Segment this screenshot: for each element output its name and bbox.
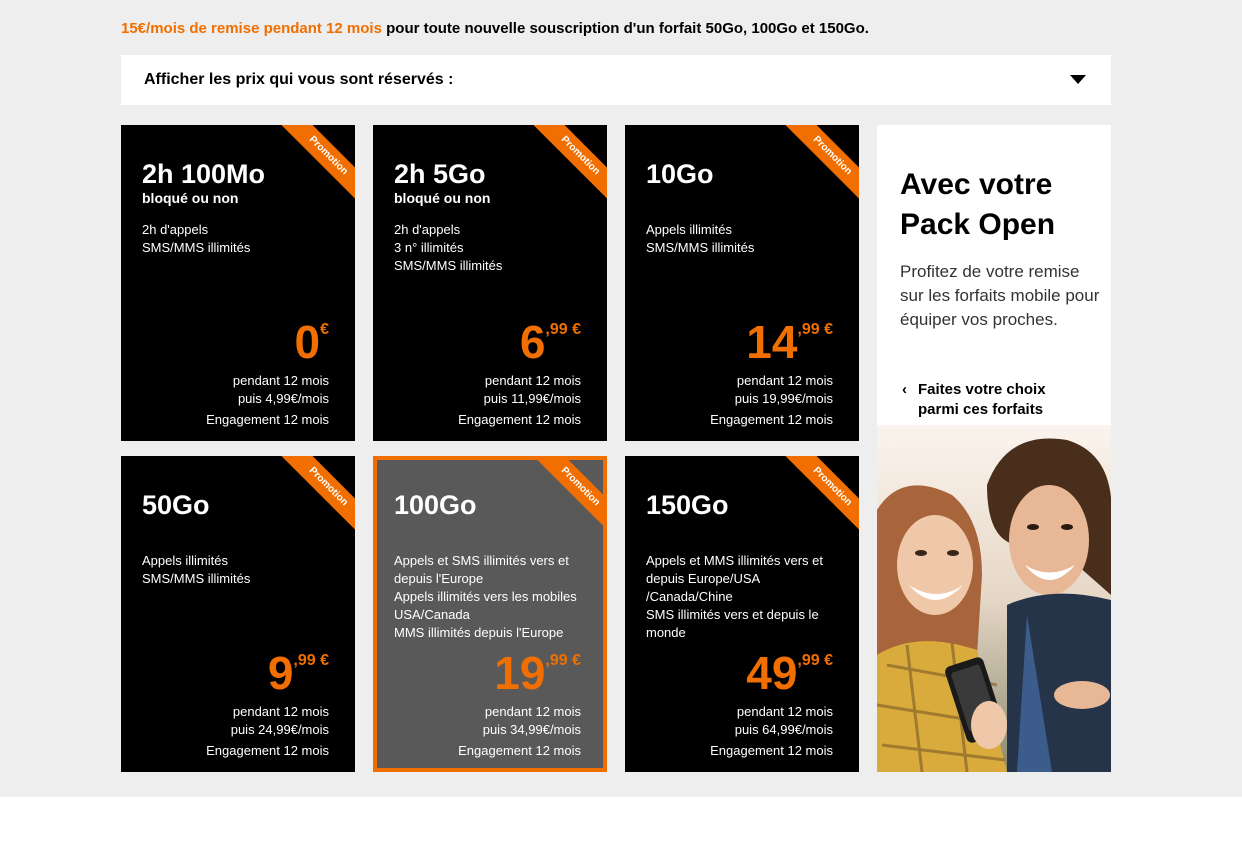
plan-commitment: Engagement 12 mois bbox=[206, 412, 329, 427]
plan-feature: SMS/MMS illimités bbox=[142, 571, 251, 586]
promo-duration: pendant 12 mois bbox=[736, 373, 833, 388]
price-after-promo: puis 11,99€/mois bbox=[483, 391, 581, 406]
promo-duration: pendant 12 mois bbox=[484, 373, 581, 388]
price-after-promo: puis 24,99€/mois bbox=[230, 722, 329, 737]
plan-commitment: Engagement 12 mois bbox=[710, 412, 833, 427]
price-after-promo: puis 19,99€/mois bbox=[734, 391, 833, 406]
price-decimal: ,99 € bbox=[797, 652, 833, 669]
plan-price bbox=[494, 647, 581, 699]
price-integer: 6 bbox=[519, 316, 546, 368]
choose-plan-link-label: Faites votre choix parmi ces forfaits bbox=[918, 381, 1046, 418]
plan-commitment: Engagement 12 mois bbox=[458, 743, 581, 758]
plan-card-100go[interactable] bbox=[373, 456, 607, 772]
plan-feature: 2h d'appels bbox=[142, 222, 209, 237]
promotion-ribbon: Promotion bbox=[530, 125, 607, 206]
chevron-left-icon: ‹ bbox=[902, 381, 907, 398]
plan-features bbox=[142, 552, 342, 588]
plan-feature: MMS illimités depuis l'Europe bbox=[394, 625, 564, 640]
pack-description: Profitez de votre remise sur les forfaits mobile pour équiper vos proches. bbox=[900, 262, 1100, 329]
price-decimal: ,99 € bbox=[545, 652, 581, 669]
plan-feature: Appels illimités bbox=[142, 553, 228, 568]
plan-card-50go[interactable] bbox=[121, 456, 355, 772]
plan-features bbox=[646, 221, 846, 257]
price-integer: 49 bbox=[746, 647, 798, 699]
price-integer: 19 bbox=[494, 647, 546, 699]
plan-price bbox=[746, 647, 833, 699]
plan-duration bbox=[233, 372, 329, 408]
price-selector-label: Afficher les prix qui vous sont réservés : bbox=[144, 71, 454, 88]
plan-feature: SMS/MMS illimités bbox=[394, 258, 503, 273]
plan-commitment: Engagement 12 mois bbox=[458, 412, 581, 427]
plan-feature: Appels et MMS illimités vers et depuis Europe/USA /Canada/Chine bbox=[646, 553, 823, 604]
promotion-ribbon: Promotion bbox=[782, 456, 859, 537]
plan-price bbox=[294, 316, 330, 368]
caret-down-icon bbox=[1070, 75, 1086, 84]
plan-card-2h-5go[interactable] bbox=[373, 125, 607, 441]
plan-feature: Appels illimités vers les mobiles USA/Canada bbox=[394, 589, 577, 622]
plan-features bbox=[394, 221, 594, 275]
price-decimal: ,99 € bbox=[293, 652, 329, 669]
plan-title: 150Go bbox=[646, 490, 729, 520]
plan-feature: 2h d'appels bbox=[394, 222, 461, 237]
plan-duration bbox=[735, 372, 833, 408]
plan-price bbox=[746, 316, 833, 368]
promo-highlight: 15€/mois de remise pendant 12 mois bbox=[121, 20, 382, 37]
plan-duration bbox=[484, 372, 581, 408]
price-selector-dropdown[interactable] bbox=[121, 55, 1111, 105]
plan-title: 100Go bbox=[394, 490, 477, 520]
promo-text: pour toute nouvelle souscription d'un forfait 50Go, 100Go et 150Go. bbox=[381, 20, 869, 37]
price-after-promo: puis 64,99€/mois bbox=[734, 722, 833, 737]
promo-duration: pendant 12 mois bbox=[232, 373, 329, 388]
plan-feature: SMS/MMS illimités bbox=[646, 240, 755, 255]
plan-subtitle: bloqué ou non bbox=[142, 190, 239, 206]
plan-title: 2h 5Go bbox=[394, 159, 486, 189]
plan-features bbox=[394, 552, 594, 642]
plan-card-2h-100mo[interactable] bbox=[121, 125, 355, 441]
plan-duration bbox=[735, 703, 833, 739]
price-integer: 14 bbox=[746, 316, 798, 368]
plan-feature: 3 n° illimités bbox=[394, 240, 464, 255]
promotion-ribbon: Promotion bbox=[278, 125, 355, 206]
promo-duration: pendant 12 mois bbox=[484, 704, 581, 719]
promo-duration: pendant 12 mois bbox=[736, 704, 833, 719]
plan-commitment: Engagement 12 mois bbox=[206, 743, 329, 758]
pack-photo bbox=[877, 425, 1111, 772]
plan-feature: Appels illimités bbox=[646, 222, 732, 237]
price-after-promo: puis 34,99€/mois bbox=[482, 722, 581, 737]
plan-feature: SMS illimités vers et depuis le monde bbox=[646, 607, 819, 640]
plan-features bbox=[142, 221, 342, 257]
promotion-ribbon: Promotion bbox=[278, 456, 355, 537]
promotion-ribbon: Promotion bbox=[782, 125, 859, 206]
promo-banner bbox=[121, 20, 869, 37]
promotion-ribbon: Promotion bbox=[530, 456, 607, 537]
pack-title: Avec votre Pack Open bbox=[900, 168, 1056, 241]
promo-duration: pendant 12 mois bbox=[232, 704, 329, 719]
plan-commitment: Engagement 12 mois bbox=[710, 743, 833, 758]
plan-title: 10Go bbox=[646, 159, 714, 189]
plan-subtitle: bloqué ou non bbox=[394, 190, 491, 206]
price-decimal: ,99 € bbox=[545, 321, 581, 338]
plan-card-150go[interactable] bbox=[625, 456, 859, 772]
price-integer: 9 bbox=[267, 647, 294, 699]
plan-duration bbox=[483, 703, 581, 739]
price-decimal: ,99 € bbox=[797, 321, 833, 338]
choose-plan-link[interactable] bbox=[902, 380, 1046, 420]
plan-title: 50Go bbox=[142, 490, 210, 520]
plan-card-10go[interactable] bbox=[625, 125, 859, 441]
plan-duration bbox=[231, 703, 329, 739]
plan-title: 2h 100Mo bbox=[142, 159, 266, 189]
price-after-promo: puis 4,99€/mois bbox=[237, 391, 329, 406]
plan-features bbox=[646, 552, 846, 642]
plan-price bbox=[519, 316, 581, 368]
plan-price bbox=[267, 647, 329, 699]
price-integer: 0 bbox=[294, 316, 321, 368]
plan-feature: Appels et SMS illimités vers et depuis l'Europe bbox=[394, 553, 569, 586]
plan-feature: SMS/MMS illimités bbox=[142, 240, 251, 255]
price-decimal: € bbox=[320, 321, 329, 338]
pack-open-panel bbox=[877, 125, 1111, 772]
